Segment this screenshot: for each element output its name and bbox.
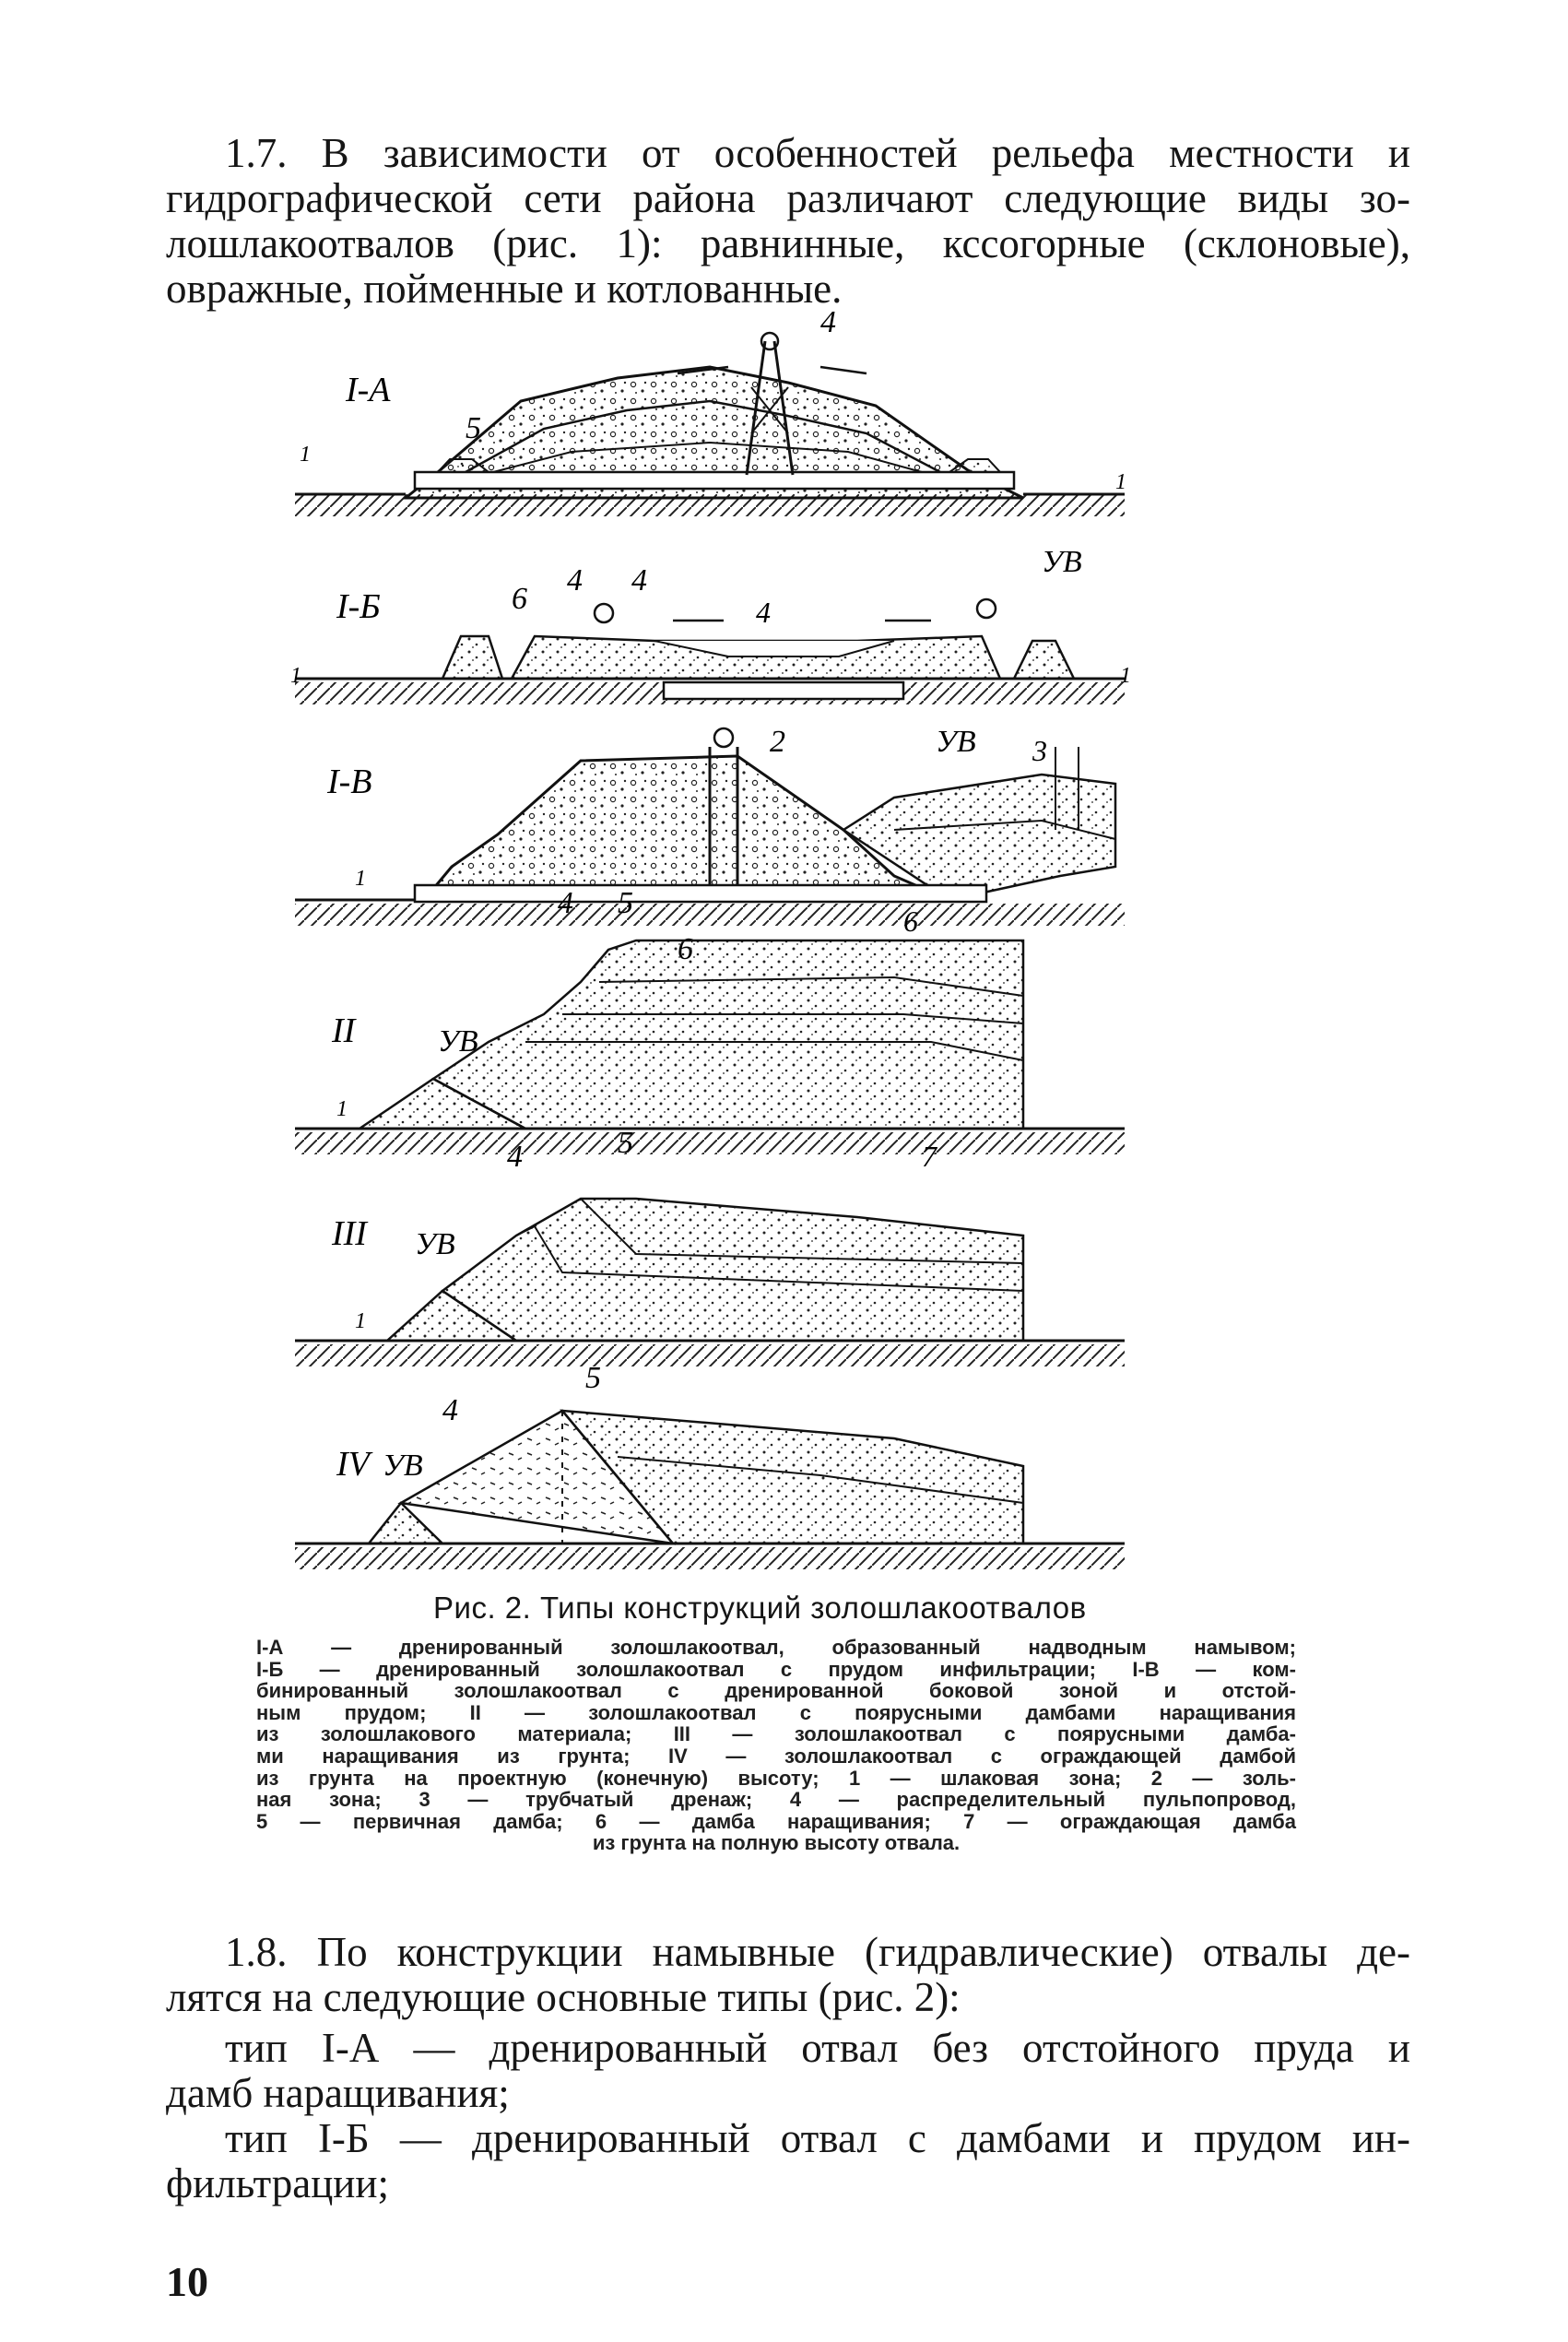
paragraph-line: лошлакоотвалов (рис. 1): равнинные, кссогорные (склоновые), bbox=[166, 220, 1410, 266]
small-mark: 1 bbox=[300, 443, 311, 467]
paragraph-line: овражные, пойменные и котлованные. bbox=[166, 266, 843, 312]
type-1b-paragraph bbox=[166, 2116, 1410, 2206]
panel-1b bbox=[295, 545, 1125, 704]
paragraph-line: тип I-А — дренированный отвал без отстойного пруда и bbox=[225, 2025, 1410, 2071]
small-mark: 1 bbox=[355, 867, 366, 891]
callout: 5 bbox=[466, 411, 481, 445]
caption-line: бинированный золошлакоотвал с дренированной боковой зоной и отстой- bbox=[256, 1679, 1296, 1703]
callout: 6 bbox=[903, 905, 918, 938]
small-mark: 1 bbox=[290, 664, 301, 688]
paragraph-line: 1.8. По конструкции намывные (гидравлические) отвалы де- bbox=[225, 1929, 1410, 1975]
caption-line: ная зона; 3 — трубчатый дренаж; 4 — распределительный пульпопровод, bbox=[256, 1788, 1296, 1812]
caption-line: 5 — первичная дамба; 6 — дамба наращивания; 7 — ограждающая дамба bbox=[256, 1809, 1296, 1833]
caption-line: из грунта на проектную (конечную) высоту; 1 — шлаковая зона; 2 — золь- bbox=[256, 1766, 1296, 1790]
callout: 4 bbox=[507, 1140, 523, 1174]
panel-3 bbox=[295, 1126, 1125, 1366]
caption-line: из грунта на полную высоту отвала. bbox=[592, 1831, 961, 1855]
callout: УВ bbox=[936, 725, 976, 759]
small-mark: 1 bbox=[1120, 664, 1131, 688]
paragraph-line: гидрографической сети района различают следующие виды зо- bbox=[166, 175, 1410, 221]
panel-4 bbox=[295, 1361, 1125, 1569]
callout: 4 bbox=[756, 596, 771, 629]
callout: 6 bbox=[512, 582, 527, 616]
paragraph-line: лятся на следующие основные типы (рис. 2): bbox=[166, 1974, 961, 2020]
small-mark: 1 bbox=[1115, 470, 1126, 494]
caption-line: ми наращивания из грунта; IV — золошлакоотвал с ограждающей дамбой bbox=[256, 1744, 1296, 1768]
paragraph-1-8 bbox=[166, 1930, 1410, 2020]
panel-1a bbox=[295, 305, 1125, 516]
caption-line: I-Б — дренированный золошлакоотвал с прудом инфильтрации; I-В — ком- bbox=[256, 1657, 1296, 1681]
callout: УВ bbox=[383, 1449, 423, 1483]
paragraph-line: фильтрации; bbox=[166, 2160, 389, 2206]
panel-label: III bbox=[332, 1214, 367, 1253]
callout: 4 bbox=[820, 305, 836, 339]
callout: 5 bbox=[618, 886, 633, 920]
paragraph-line: 1.7. В зависимости от особенностей рельефа местности и bbox=[225, 130, 1410, 176]
panel-label: I-А bbox=[346, 371, 391, 409]
caption-line: ным прудом; II — золошлакоотвал с поярусными дамбами наращивания bbox=[256, 1700, 1296, 1724]
callout: 4 bbox=[631, 563, 647, 597]
callout: 4 bbox=[558, 886, 573, 920]
paragraph-line: дамб наращивания; bbox=[166, 2070, 510, 2116]
panel-1v bbox=[295, 725, 1125, 966]
page-number: 10 bbox=[166, 2258, 208, 2305]
callout: 2 bbox=[770, 725, 785, 759]
panel-label: II bbox=[332, 1011, 356, 1050]
panel-2 bbox=[295, 886, 1125, 1154]
caption-line: из золошлакового материала; III — золошлакоотвал с поярусными дамба- bbox=[256, 1722, 1296, 1746]
paragraph-line: тип I-Б — дренированный отвал с дамбами и прудом ин- bbox=[225, 2115, 1410, 2161]
type-1a-paragraph bbox=[166, 2026, 1410, 2116]
callout: 3 bbox=[1032, 734, 1047, 767]
callout: 5 bbox=[585, 1361, 601, 1395]
small-mark: 1 bbox=[355, 1309, 366, 1333]
panel-label: I-В bbox=[327, 763, 372, 801]
dump-construction-figure bbox=[290, 305, 1226, 1577]
callout: 5 bbox=[618, 1126, 633, 1160]
callout: УВ bbox=[438, 1024, 478, 1059]
callout: УВ bbox=[1042, 545, 1082, 579]
callout: 4 bbox=[567, 563, 583, 597]
panel-label: IV bbox=[336, 1445, 370, 1484]
caption-line: I-А — дренированный золошлакоотвал, образованный надводным намывом; bbox=[256, 1636, 1296, 1659]
figure-caption-title: Рис. 2. Типы конструкций золошлакоотвалов bbox=[433, 1591, 1087, 1625]
figure-caption-body bbox=[256, 1637, 1296, 1854]
callout: УВ bbox=[415, 1227, 455, 1261]
callout: 4 bbox=[442, 1393, 458, 1427]
paragraph-1-7 bbox=[166, 131, 1410, 312]
small-mark: 1 bbox=[336, 1097, 348, 1121]
callout: 7 bbox=[922, 1140, 937, 1173]
panel-label: I-Б bbox=[336, 587, 381, 626]
